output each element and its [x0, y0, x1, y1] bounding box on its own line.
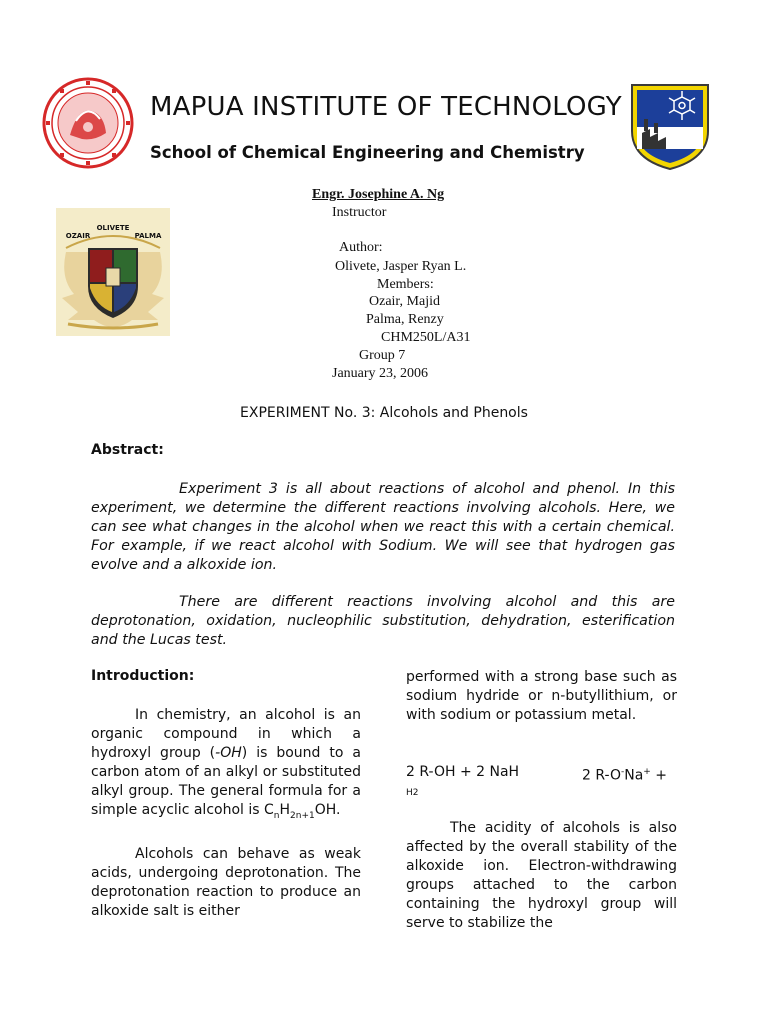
equation-hydrogen: H2: [406, 788, 419, 798]
intro-paragraph-4: The acidity of alcohols is also affected by the overall stability of the alkoxide ion. Electron-withdrawing groups attached to the carbon containing the hydroxyl group will serve to stabilize the: [406, 820, 677, 931]
experiment-title: EXPERIMENT No. 3: Alcohols and Phenols: [240, 405, 528, 421]
report-date: January 23, 2006: [332, 366, 429, 381]
introduction-heading: Introduction:: [91, 668, 195, 684]
intro-paragraph-1: In chemistry, an alcohol is an organic compound in which a hydroxyl group (-OH) is bound to a carbon atom of an alkyl or substituted alkyl group. The general formula for a simple acyclic alcohol is $C_nH_{2n+1}OH$.: [91, 707, 361, 821]
introduction-right-column: [406, 668, 677, 744]
chemistry-shield-logo: [628, 81, 712, 171]
equation-products: 2 R-O-Na+ +: [582, 767, 668, 784]
author-label: Author:: [339, 240, 383, 255]
deprotonation-equation: [406, 763, 678, 798]
intro-paragraph-3: performed with a strong base such as sodium hydride or n-butyllithium, or with sodium or potassium metal.: [406, 669, 677, 723]
introduction-left-column: [91, 706, 361, 940]
members-label: Members:: [377, 277, 434, 292]
member-palma: Palma, Renzy: [366, 312, 444, 327]
school-subtitle: School of Chemical Engineering and Chemistry: [150, 143, 585, 162]
mapua-seal-logo: [42, 77, 134, 169]
crest-label-olivete: OLIVETE: [96, 224, 130, 232]
author-name: Olivete, Jasper Ryan L.: [335, 259, 467, 274]
abstract-paragraph-2: There are different reactions involving alcohol and this are deprotonation, oxidation, nucleophilic substitution, dehydration, esterification and the Lucas test.: [91, 594, 675, 648]
instructor-name: Engr. Josephine A. Ng: [312, 187, 445, 202]
equation-reactants: 2 R-OH + 2 NaH: [406, 764, 520, 780]
introduction-right-column-continued: [406, 819, 677, 952]
institute-title: MAPUA INSTITUTE OF TECHNOLOGY: [150, 92, 622, 122]
crest-label-palma: PALMA: [134, 232, 162, 240]
abstract-paragraph-1: Experiment 3 is all about reactions of alcohol and phenol. In this experiment, we determine the different reactions involving alcohols. Here, we can see what changes in the alcohol when we react this with a certain chemical. For example, if we react alcohol with Sodium. We will see that hydrogen gas evolve and a alkoxide ion.: [91, 481, 675, 573]
group-number: Group 7: [359, 348, 406, 363]
crest-label-ozair: OZAIR: [65, 232, 91, 240]
course-code: CHM250L/A31: [381, 330, 471, 345]
abstract-heading: Abstract:: [91, 442, 164, 458]
instructor-role: Instructor: [332, 205, 387, 220]
intro-paragraph-2: Alcohols can behave as weak acids, undergoing deprotonation. The deprotonation reaction to produce an alkoxide salt is either: [91, 845, 361, 919]
member-ozair: Ozair, Majid: [369, 294, 440, 309]
group-crest-image: [56, 208, 170, 336]
